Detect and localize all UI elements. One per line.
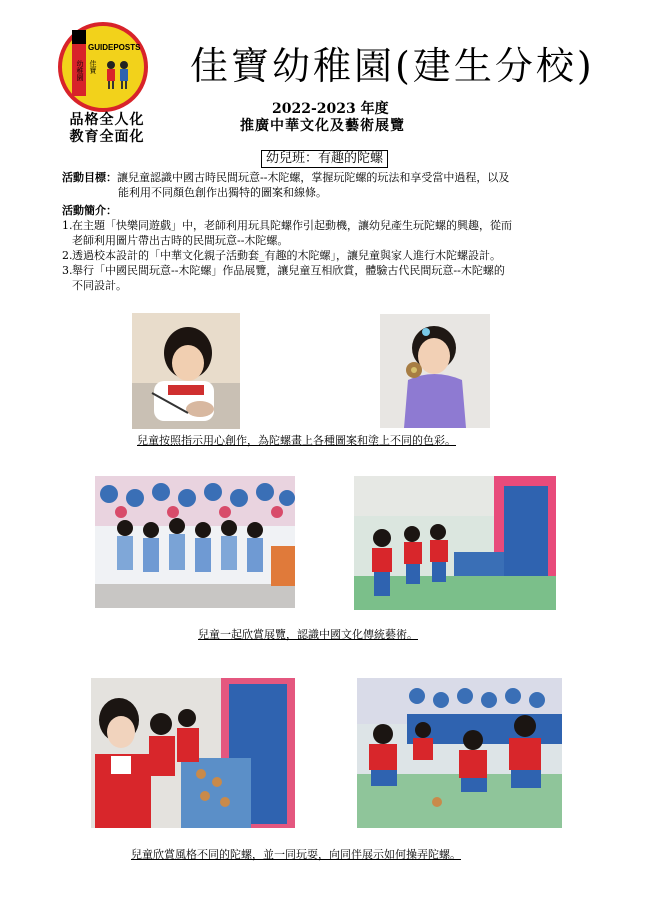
intro-item-1: 1. 在主題「快樂同遊戲」中，老師利用玩具陀螺作引起動機，讓幼兒產生玩陀螺的興趣，從而 老師利用圖片帶出古時的民間玩意--木陀螺。: [62, 219, 512, 247]
intro-item-3: 3. 舉行「中國民間玩意--木陀螺」作品展覽，讓兒童互相欣賞，體驗古代民間玩意--木陀螺的 不同設計。: [62, 264, 505, 292]
goals-paragraph: [62, 170, 602, 185]
logo-side-right: 佳寶: [89, 60, 97, 74]
goals-line-1: 讓兒童認識中國古時民間玩意--木陀螺，掌握玩陀螺的玩法和享受當中過程，以及: [117, 171, 510, 184]
goals-line-2: 能利用不同顏色創作出獨特的圖案和線條。: [118, 186, 327, 199]
photo-children-playing-tops: [357, 678, 562, 828]
intro-item-2: 2. 透過校本設計的「中華文化親子活動套_有趣的木陀螺」，讓兒童與家人進行木陀螺設計。: [62, 249, 501, 262]
photo-group-exhibition-wall: [95, 476, 295, 608]
photo-girls-at-display: [91, 678, 295, 828]
motto-line-1: 品格全人化: [69, 112, 145, 128]
caption-3: 兒童欣賞風格不同的陀螺，並一同玩耍，向同伴展示如何操弄陀螺。: [131, 848, 461, 861]
school-logo: [58, 22, 148, 112]
caption-2: 兒童一起欣賞展覽，認識中國文化傳統藝術。: [198, 628, 418, 641]
activity-description: [62, 170, 602, 293]
motto-line-2: 教育全面化: [69, 129, 145, 145]
exhibition-subtitle: 推廣中華文化及藝術展覽: [240, 118, 405, 134]
school-motto: [62, 112, 152, 146]
photo-girl-with-top: [380, 314, 490, 428]
intro-label: 活動簡介：: [62, 204, 117, 217]
photo-child-painting: [132, 313, 240, 429]
class-title: 幼兒班：有趣的陀螺: [261, 150, 388, 168]
caption-1: 兒童按照指示用心創作，為陀螺畫上各種圖案和塗上不同的色彩。: [137, 434, 456, 447]
year-line: 2022-2023 年度: [272, 101, 389, 117]
logo-side-left: 幼稚園: [76, 60, 84, 81]
goals-label: 活動目標：: [62, 171, 117, 184]
logo-text: GUIDEPOSTS: [88, 43, 141, 52]
photo-children-viewing-display: [354, 476, 556, 610]
school-name: 佳寶幼稚園(建生分校): [190, 44, 595, 88]
